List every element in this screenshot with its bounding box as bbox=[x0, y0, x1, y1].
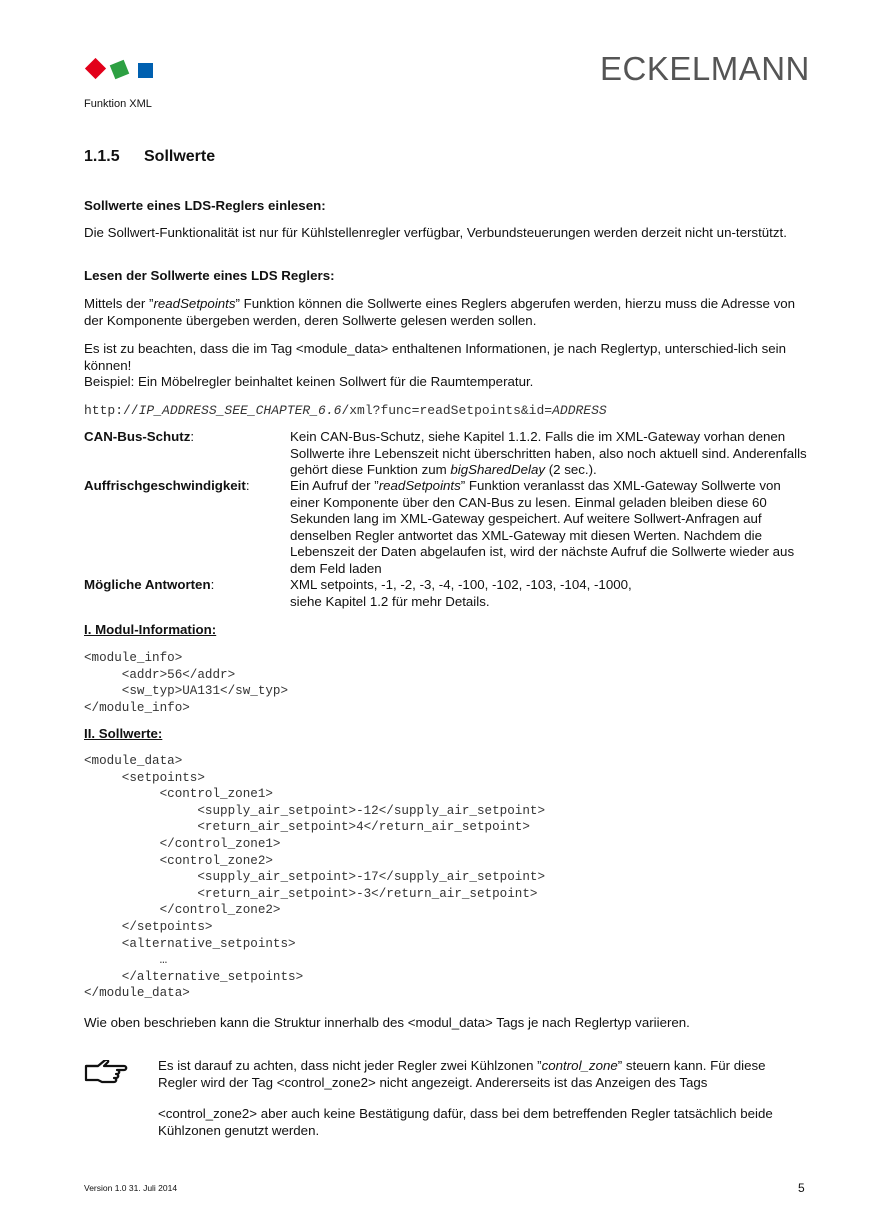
setpoints-code-line: <alternative_setpoints> bbox=[84, 936, 296, 951]
p2-post: ” Funktion können die Sollwerte eines Reglers abgerufen werden, hierzu muss die Adresse von der Komponente übergeben werden, deren Sollwerte gelesen werden sollen. bbox=[84, 296, 796, 328]
p2-pre: Mittels der ” bbox=[84, 296, 154, 311]
page-number: 5 bbox=[798, 1181, 805, 1195]
setpoints-code-line: <setpoints> bbox=[84, 770, 205, 785]
section-heading bbox=[84, 148, 215, 166]
footer-version: Version 1.0 31. Juli 2014 bbox=[84, 1183, 178, 1193]
setpoints-code-line: </alternative_setpoints> bbox=[84, 969, 304, 984]
note-paragraph-2: <control_zone2> aber auch keine Bestätigung dafür, dass bei dem betreffenden Regler tatsächlich beide Kühlzonen genutzt werden. bbox=[158, 1106, 773, 1138]
paragraph-note-module-data: Es ist zu beachten, dass die im Tag <module_data> enthaltenen Informationen, je nach Reglertyp, unterschied-lich sein können! bbox=[84, 341, 786, 373]
heading-read-setpoints: Sollwerte eines LDS-Reglers einlesen: bbox=[84, 198, 326, 213]
setpoints-code-line: </control_zone1> bbox=[84, 836, 281, 851]
def-colon: : bbox=[190, 429, 195, 444]
setpoints-code-line: <control_zone1> bbox=[84, 787, 273, 802]
def-label-answers bbox=[84, 577, 284, 592]
module-info-code-line: </module_info> bbox=[84, 700, 190, 715]
def-canbus-em: bigSharedDelay bbox=[450, 462, 546, 477]
url-pre: http:// bbox=[84, 403, 139, 418]
def-label-canbus-text: CAN-Bus-Schutz bbox=[84, 429, 191, 444]
def-label-refresh-text: Auffrischgeschwindigkeit bbox=[84, 478, 246, 493]
p2-em: readSetpoints bbox=[153, 296, 236, 311]
url-ip: IP_ADDRESS_SEE_CHAPTER_6.6 bbox=[138, 403, 342, 418]
setpoints-code-line: </module_data> bbox=[84, 986, 190, 1001]
module-info-code-line: <sw_typ>UA131</sw_typ> bbox=[84, 684, 289, 699]
header-subtitle: Funktion XML bbox=[84, 98, 152, 110]
setpoints-code-line: <return_air_setpoint>-3</return_air_setpoint> bbox=[84, 886, 538, 901]
setpoints-code-line: <supply_air_setpoint>-12</supply_air_setpoint> bbox=[84, 803, 546, 818]
note-em: control_zone bbox=[541, 1058, 618, 1073]
def-value-refresh bbox=[290, 478, 810, 577]
setpoints-code-line: <return_air_setpoint>4</return_air_setpoint> bbox=[84, 820, 530, 835]
setpoints-code-line: <control_zone2> bbox=[84, 853, 273, 868]
code-module-info bbox=[84, 650, 288, 716]
def-colon: : bbox=[245, 478, 250, 493]
def-label-answers-text: Mögliche Antworten bbox=[84, 577, 211, 592]
url-mid: /xml?func=readSetpoints&id= bbox=[341, 403, 553, 418]
paragraph-readsetpoints bbox=[84, 296, 804, 329]
setpoints-code-line: <module_data> bbox=[84, 754, 183, 768]
def-canbus-post: (2 sec.). bbox=[545, 462, 597, 477]
setpoints-code-line: </control_zone2> bbox=[84, 903, 281, 918]
module-info-code-line: <addr>56</addr> bbox=[84, 667, 236, 682]
setpoints-code-line: … bbox=[84, 953, 168, 968]
code-setpoints bbox=[84, 753, 545, 1002]
heading-module-info: I. Modul-Information: bbox=[84, 622, 217, 637]
paragraph-example: Beispiel: Ein Möbelregler beinhaltet keinen Sollwert für die Raumtemperatur. bbox=[84, 374, 534, 389]
def-refresh-em: readSetpoints bbox=[378, 478, 461, 493]
def-colon: : bbox=[210, 577, 215, 592]
def-answers-line2: siehe Kapitel 1.2 für mehr Details. bbox=[290, 593, 490, 609]
brand-wordmark: ECKELMANN bbox=[600, 50, 810, 87]
note-pre: Es ist darauf zu achten, dass nicht jeder Regler zwei Kühlzonen ” bbox=[158, 1058, 542, 1073]
def-canbus-pre: Kein CAN-Bus-Schutz, siehe Kapitel 1.1.2. Falls die im XML-Gateway vorhan denen Sollwerte ihre Lebenszeit nicht überschritten haben, also noch aktuell sind. Anderenfalls gehört diese Funktion zum bbox=[290, 429, 807, 477]
paragraph-structure-varies: Wie oben beschrieben kann die Struktur innerhalb des <modul_data> Tags je nach Reglertyp variieren. bbox=[84, 1015, 690, 1030]
request-url bbox=[84, 403, 607, 418]
heading-setpoints: II. Sollwerte: bbox=[84, 726, 163, 741]
def-refresh-post: ” Funktion veranlasst das XML-Gateway Sollwerte von einer Komponente über den CAN-Bus zu lesen. Einmal geladen bleiben diese 60 Sekunden lang im XML-Gateway gespeichert. Auf weitere Sollwert-Anfragen auf denselben Regler antwortet das XML-Gateway mit diesen Werten. Nachdem die Lebenszeit der Daten abgelaufen ist, wird der nächste Aufruf die Sollwerte wieder aus dem Feld laden bbox=[290, 478, 795, 576]
company-logo bbox=[84, 58, 156, 84]
def-label-canbus bbox=[84, 429, 284, 444]
logo-red-square bbox=[85, 58, 106, 79]
paragraph-functionality: Die Sollwert-Funktionalität ist nur für Kühlstellenregler verfügbar, Verbundsteuerungen werden derzeit nicht un-terstützt. bbox=[84, 225, 787, 240]
heading-read-lds: Lesen der Sollwerte eines LDS Reglers: bbox=[84, 268, 335, 283]
def-answers-line1: XML setpoints, -1, -2, -3, -4, -100, -102, -103, -104, -1000, bbox=[290, 577, 632, 592]
pointing-hand-icon bbox=[84, 1060, 128, 1084]
logo-green-square bbox=[110, 60, 130, 80]
def-value-canbus bbox=[290, 429, 810, 479]
module-info-code-line: <module_info> bbox=[84, 651, 183, 665]
def-value-answers bbox=[290, 577, 810, 610]
def-label-refresh bbox=[84, 478, 284, 493]
setpoints-code-line: </setpoints> bbox=[84, 919, 213, 934]
section-title: Sollwerte bbox=[144, 148, 216, 165]
section-number: 1.1.5 bbox=[84, 148, 120, 165]
def-refresh-pre: Ein Aufruf der ” bbox=[290, 478, 379, 493]
note-paragraph-1 bbox=[158, 1058, 808, 1091]
logo-blue-square bbox=[138, 63, 153, 78]
url-address: ADDRESS bbox=[552, 403, 607, 418]
note-post: ” steuern kann. Für diese Regler wird der Tag <control_zone2> nicht angezeigt. Andererseits ist das Anzeigen des Tags bbox=[158, 1058, 766, 1090]
setpoints-code-line: <supply_air_setpoint>-17</supply_air_setpoint> bbox=[84, 870, 546, 885]
